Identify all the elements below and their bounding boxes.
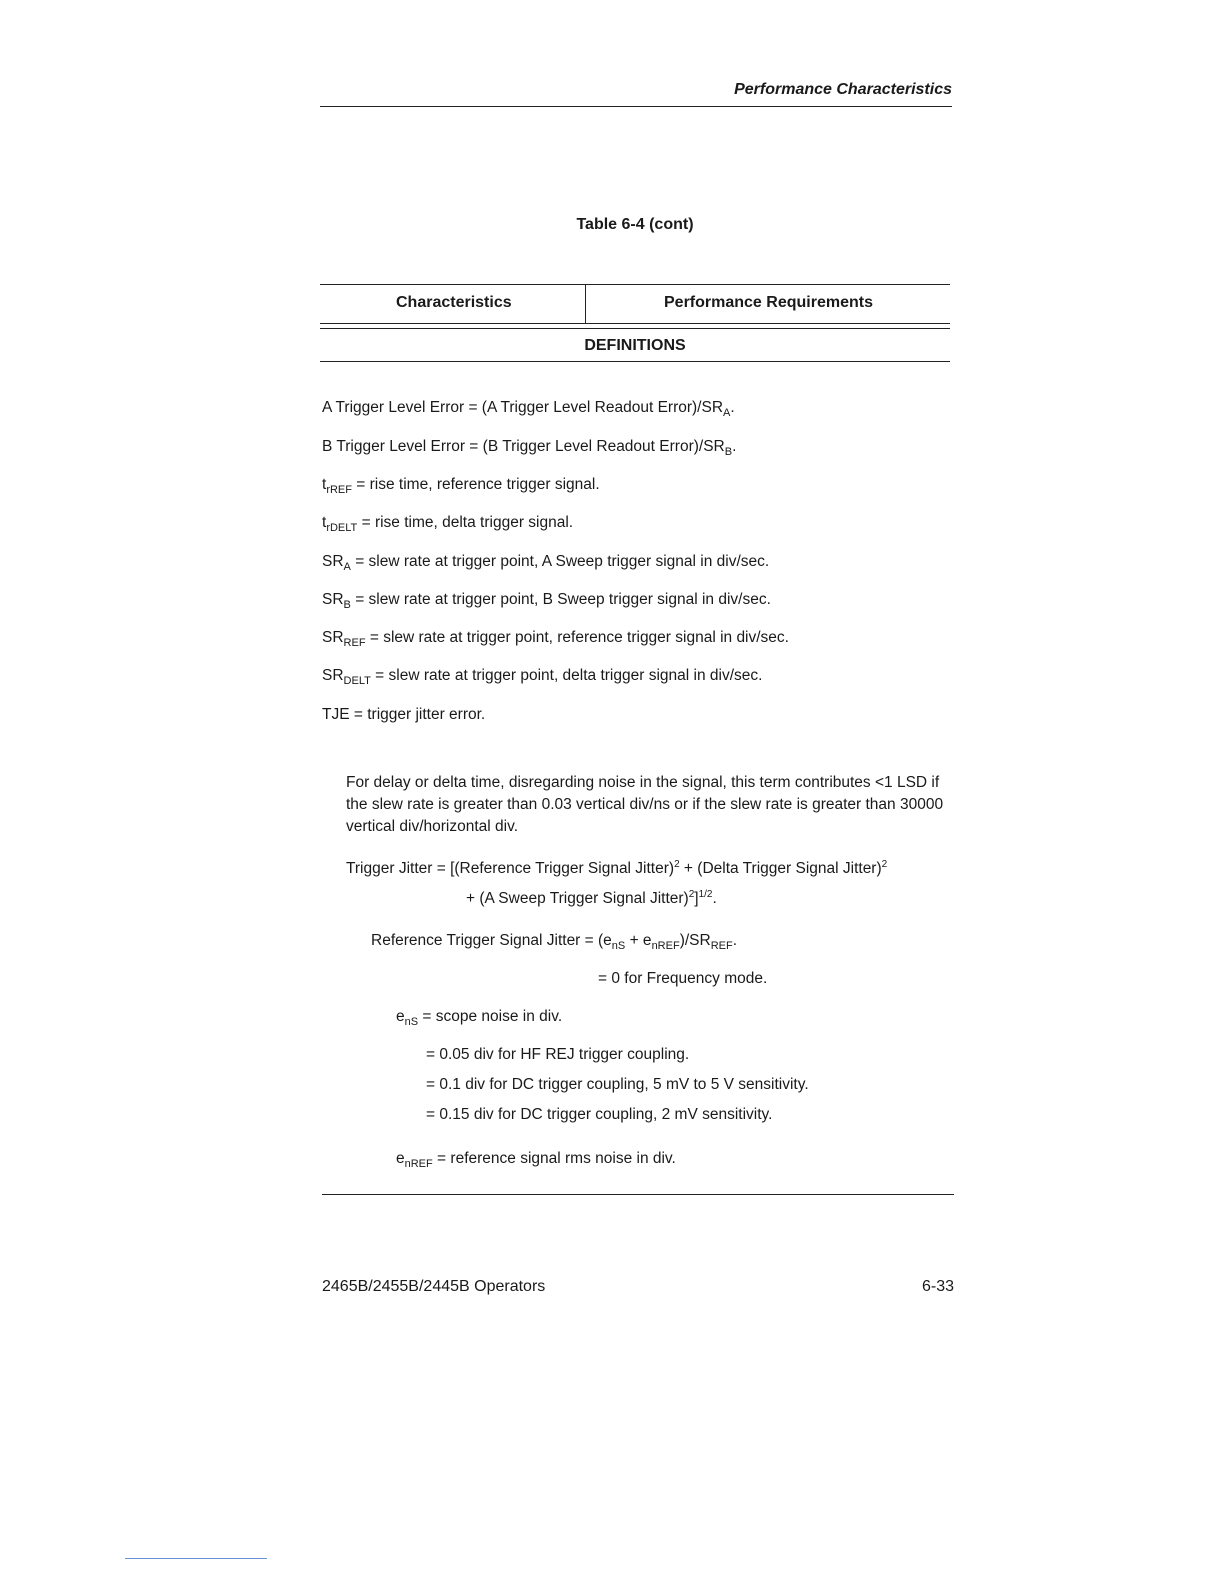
scan-edge-mark bbox=[125, 1558, 267, 1559]
section-heading-definitions: DEFINITIONS bbox=[584, 337, 686, 354]
definitions-rule bbox=[320, 361, 950, 362]
ens-value-dc-5mv: = 0.1 div for DC trigger coupling, 5 mV to 5 V sensitivity. bbox=[426, 1076, 809, 1093]
definition-enref: $e_{nREF}$ = reference signal rms noise in div. bbox=[396, 1150, 676, 1170]
definition-a-trigger-level-error: A Trigger Level Error = (A Trigger Level Readout $Error)/SR_A$. bbox=[322, 399, 735, 419]
equation-frequency-mode: = 0 for Frequency mode. bbox=[598, 970, 768, 987]
footer-manual-title: 2465B/2455B/2445B Operators bbox=[322, 1278, 546, 1295]
header-rule bbox=[320, 106, 952, 107]
definition-b-trigger-level-error: B Trigger Level Error = (B Trigger Level Readout $Error)/SR_B$. bbox=[322, 438, 737, 458]
definition-srb: $SR_B$ = slew rate at trigger point, B Sweep trigger signal in div/sec. bbox=[322, 591, 771, 611]
definition-tje: TJE = trigger jitter error. bbox=[322, 706, 486, 723]
jitter-note-paragraph: For delay or delta time, disregarding noise in the signal, this term contributes <1 LSD if the slew rate is greater than 0.03 vertical div/ns or if the slew rate is greater than 30000 vertical div/horizontal div. bbox=[346, 774, 944, 835]
footer-page-number: 6-33 bbox=[921, 1278, 954, 1295]
table-top-rule bbox=[320, 284, 950, 285]
table-bottom-rule bbox=[322, 1194, 954, 1195]
column-separator bbox=[585, 285, 586, 323]
definition-tr-ref: $t_{rREF}$ = rise time, reference trigger signal. bbox=[322, 476, 600, 496]
definition-srref: $SR_{REF}$ = slew rate at trigger point, reference trigger signal in div/sec. bbox=[322, 629, 789, 649]
ens-value-hf-rej: = 0.05 div for HF REJ trigger coupling. bbox=[426, 1046, 690, 1063]
equation-trigger-jitter-line1: Trigger Jitter = [(Reference Trigger Signal Jitter)$^2$ + (Delta Trigger Signal Jitter)$^2$ bbox=[346, 859, 888, 877]
definition-ens: $e_{nS}$ = scope noise in div. bbox=[396, 1008, 563, 1028]
ens-value-dc-2mv: = 0.15 div for DC trigger coupling, 2 mV sensitivity. bbox=[426, 1106, 773, 1123]
equation-trigger-jitter-line2: + (A Sweep Trigger Signal Jitter)$^2$]$^{1/2}$. bbox=[466, 889, 717, 907]
column-header-performance-requirements: Performance Requirements bbox=[664, 294, 873, 311]
table-caption: Table 6-4 (cont) bbox=[576, 216, 694, 233]
definition-tr-delt: $t_{rDELT}$ = rise time, delta trigger signal. bbox=[322, 514, 574, 534]
table-header-double-rule-1 bbox=[320, 323, 950, 324]
definition-srdelt: $SR_{DELT}$ = slew rate at trigger point, delta trigger signal in div/sec. bbox=[322, 667, 763, 687]
column-header-characteristics: Characteristics bbox=[396, 294, 512, 311]
equation-reference-jitter: Reference Trigger Signal Jitter = $(e_{nS} + e_{nREF})/SR_{REF}$. bbox=[371, 932, 737, 952]
running-header-title: Performance Characteristics bbox=[734, 81, 952, 98]
table-header-double-rule-2 bbox=[320, 328, 950, 329]
definition-sra: $SR_A$ = slew rate at trigger point, A Sweep trigger signal in div/sec. bbox=[322, 553, 770, 573]
